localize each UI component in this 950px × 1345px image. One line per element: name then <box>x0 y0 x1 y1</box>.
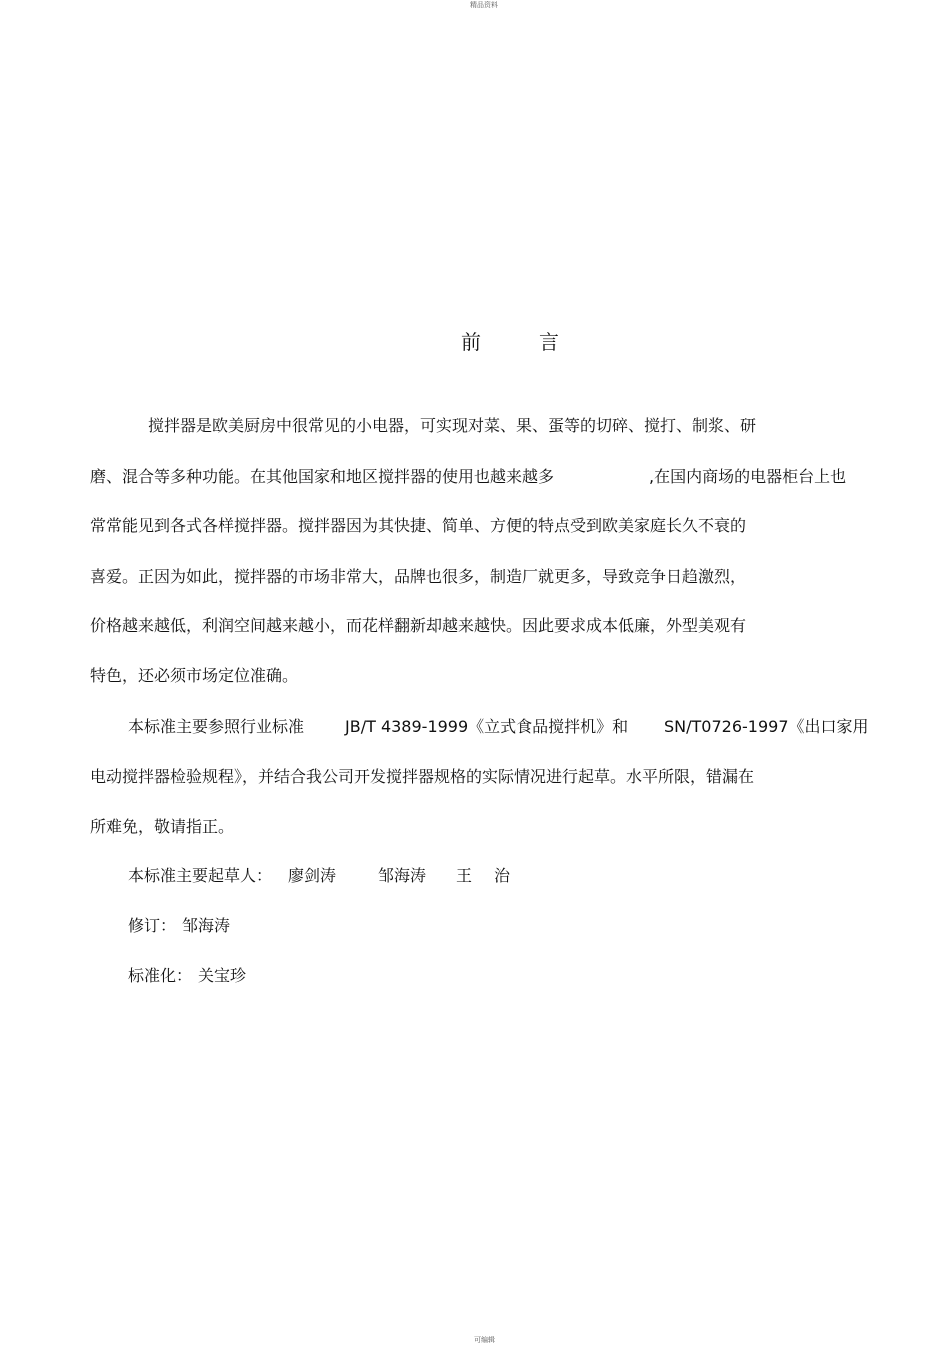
text-line: 搅拌器是欧美厨房中很常见的小电器，可实现对菜、果、蛋等的切碎、搅打、制浆、研 <box>148 416 757 435</box>
text-line: 常常能见到各式各样搅拌器。搅拌器因为其快捷、简单、方便的特点受到欧美家庭长久不衰的 <box>90 516 747 535</box>
drafters-label: 本标准主要起草人： <box>128 866 273 885</box>
standardization-name: 关宝珍 <box>198 966 247 985</box>
text-line: SN/T0726-1997《出口家用 <box>664 717 869 736</box>
title-char-1: 前 <box>461 330 481 354</box>
text-line: 磨、混合等多种功能。在其他国家和地区搅拌器的使用也越来越多 <box>90 467 555 486</box>
text-line: 价格越来越低，利润空间越来越小，而花样翻新却越来越快。因此要求成本低廉，外型美观有 <box>90 616 747 635</box>
drafter-name: 廖剑涛 <box>288 866 337 885</box>
text-line: ,在国内商场的电器柜台上也 <box>649 467 847 486</box>
text-line: 所难免，敬请指正。 <box>90 817 235 836</box>
revision-label: 修订： <box>128 916 177 935</box>
revision-name: 邹海涛 <box>182 916 231 935</box>
drafter-name: 邹海涛 <box>378 866 427 885</box>
text-line: 特色，还必须市场定位准确。 <box>90 666 299 685</box>
text-line: 电动搅拌器检验规程》，并结合我公司开发搅拌器规格的实际情况进行起草。水平所限，错漏在 <box>90 767 755 786</box>
title-char-2: 言 <box>539 330 559 354</box>
text-line: 喜爱。正因为如此，搅拌器的市场非常大，品牌也很多，制造厂就更多，导致竞争日趋激烈， <box>90 567 747 586</box>
standardization-label: 标准化： <box>128 966 193 985</box>
text-line: 本标准主要参照行业标准 <box>128 717 305 736</box>
header-mark: 精品资料 <box>470 1 498 9</box>
text-line: JB/T 4389-1999《立式食品搅拌机》和 <box>345 717 629 736</box>
footer-mark: 可编辑 <box>474 1336 495 1344</box>
drafter-name: 治 <box>494 866 511 885</box>
drafter-name: 王 <box>456 866 473 885</box>
